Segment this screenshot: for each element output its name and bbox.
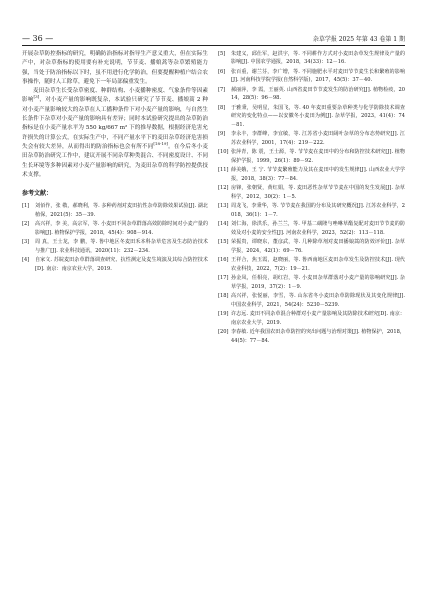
reference-text: 刘仁海，徐洪乐，孙兰兰，等. 甲基二磺隆与唑啉草酯复配对麦田节节麦的防效及对小麦的安全性[J]. 河南农业科学，2023，52(2)：113－118. bbox=[231, 221, 405, 236]
reference-item bbox=[218, 292, 405, 309]
reference-text: 房锋，张朝贤，黄红娟，等. 麦田恶性杂草节节麦在中国的发生发展[J]. 杂草科学，2012，30(2)：1－5. bbox=[231, 185, 405, 200]
reference-item bbox=[218, 238, 405, 255]
reference-number: [3] bbox=[22, 239, 30, 246]
reference-item bbox=[218, 310, 405, 327]
reference-number: [15] bbox=[218, 239, 229, 246]
reference-item bbox=[22, 220, 208, 237]
page-header bbox=[22, 29, 405, 43]
journal-title: 杂草学报 2025 年第 43 卷第 1 期 bbox=[312, 36, 405, 43]
reference-text: 孙金凤，任相亮，胡红岩，等. 小麦田杂草群落对小麦产量的影响研究[J]. 杂草学报，2019，37(2)：1－9. bbox=[231, 275, 405, 290]
reference-number: [6] bbox=[218, 69, 226, 75]
reference-text: 李春敏. 近年我国农田杂草防控的突出问题与治理对策[J]. 植物保护，2018，44(5)：77－84. bbox=[231, 329, 405, 344]
paragraph-2-text-b: ，对小麦产量的影响既复杂，本试验只研究了节节麦、播娘蒿 2 种对小麦产量影响较大的杂草在人工播种条件下对小麦产量的影响，与自然生长条件下杂草对小麦产量的影响具有差异；同时本试验研究提出的杂草防治指标是在小麦产量水平为 550 kg/667 m² 下的推导数据，根据经济危害允许损失的计算公式，在实际生产中，不同产量水平下的麦田杂草经济危害损失会有较大差异，从而得出的防治指标也会有所不同 bbox=[22, 97, 208, 150]
reference-text: 周 真，王士龙，李 鹏，等. 鲁中地区冬麦田禾本科杂草危害及生态防治技术与推广[J]. 农业科技通讯，2020(11)：232－234. bbox=[35, 239, 208, 254]
reference-text: 李永丰，李群峰，李宜敏，等. 江苏省小麦田阔叶杂草的分布态势研究[J]. 江苏农业科学，2001，17(4)：219－222. bbox=[231, 131, 405, 146]
paragraph-2-text-a: 麦田杂草生长受杂草密度、种群结构、小麦播种密度、气象条件等因素影响 bbox=[22, 88, 208, 104]
reference-text: 荣振贵，谭晓东，董彦武，等. 几种除草剂对麦田播娘蒿的防效评价[J]. 杂草学报，2024，42(1)：69－76. bbox=[231, 239, 405, 254]
references-heading: 参考文献： bbox=[22, 190, 53, 198]
left-column bbox=[22, 50, 208, 274]
paragraph-2 bbox=[22, 87, 208, 180]
reference-number: [10] bbox=[218, 149, 229, 156]
reference-text: 张萍青，陈 震，王士源，等. 节节麦在麦田中的分布和防控技术研究[J]. 植物保护学报，1999，26(1)：89－92. bbox=[231, 149, 405, 164]
reference-number: [2] bbox=[22, 221, 30, 228]
reference-item bbox=[218, 256, 405, 273]
reference-number: [7] bbox=[218, 87, 226, 93]
reference-item bbox=[218, 104, 405, 129]
reference-text: 高兴祥，李 美，高宗军，等. 小麦田不同杂草群落高效防除时间对小麦产量的影响[J]. 植物保护学报，2018，45(4)：908－914. bbox=[35, 221, 208, 236]
reference-item bbox=[218, 68, 405, 85]
reference-text: 高兴祥，张悦丽，李雪，等. 山东省冬小麦田杂草防除现状及其变化规律[J]. 中国农业科学，2021，54(24)：5230－5239. bbox=[231, 293, 405, 308]
reference-number: [4] bbox=[22, 257, 30, 264]
reference-number: [18] bbox=[218, 293, 229, 300]
reference-number: [12] bbox=[218, 185, 229, 192]
reference-text: 薛美娥，王 宁. 节节麦繁殖能力及其在麦田中的发生规律[J]. 山西农业大学学报，2018，38(3)：77－84. bbox=[231, 167, 405, 182]
reference-number: [17] bbox=[218, 275, 229, 282]
reference-number: [13] bbox=[218, 203, 229, 210]
reference-number: [9] bbox=[218, 131, 226, 138]
references-list-right bbox=[218, 50, 405, 345]
reference-text: 郝丽萍，李 霞，王丽英. 山西省麦田节节麦发生的防治研究[J]. 植物检疫，2014，28(5)：96－98. bbox=[231, 87, 405, 102]
reference-text: 周龙飞，李秉华，等. 节节麦在我国的分布及其研究概况[J]. 江苏农业科学，2018，36(1)：1－7. bbox=[231, 203, 405, 218]
page-number: — 36 — bbox=[22, 34, 54, 43]
reference-item bbox=[218, 130, 405, 147]
reference-item bbox=[218, 274, 405, 291]
reference-item bbox=[218, 220, 405, 237]
citation: [18-19] bbox=[153, 141, 168, 147]
reference-number: [11] bbox=[218, 167, 229, 174]
reference-text: 刘佰作，张 敬，郝晓利，等. 多种药剂对麦田抗性杂草防除效果试验[J]. 湖北植保，2021(5)：35－39. bbox=[35, 203, 208, 218]
paragraph-2-text-c: 。在今后冬小麦田杂草防治研究工作中，建议开展不同杂草种类混合、不同密度设计、不同生长环境等多种因素对小麦产量影响的研究，为麦田杂草的科学防控提供技术支撑。 bbox=[22, 143, 208, 178]
reference-number: [5] bbox=[218, 51, 226, 57]
reference-number: [8] bbox=[218, 105, 226, 111]
reference-number: [19] bbox=[218, 311, 229, 318]
header-rule bbox=[22, 45, 405, 46]
citation: [3] bbox=[33, 94, 40, 100]
reference-item bbox=[218, 50, 405, 67]
reference-text: 张百重，谢兰芬，李广增，等. 不同施肥水平对麦田节节麦生长和繁殖的影响[J]. 河南科技学院学报(自然科学版)，2017，45(5)：37－40. bbox=[231, 69, 405, 84]
reference-text: 许志远. 麦田不同杂草混合种群对小麦产量影响及其防除技术研究[D]. 南京：南京农业大学，2019. bbox=[231, 311, 405, 326]
reference-text: 朱建义，邱仕军，赵洪宇，等. 不同耕作方式对小麦田杂草发生规律及产量的影响[J]. 中国农学通报，2018，34(33)：12－16. bbox=[231, 51, 405, 66]
reference-text: 王祥合，焦玉霞，赵晓丽，等. 鲁西南地区麦田杂草发生及防控技术[J]. 现代农业科技，2022，7(2)：19－21. bbox=[231, 257, 405, 272]
reference-number: [14] bbox=[218, 221, 229, 228]
references-list-left bbox=[22, 202, 208, 273]
reference-text: 于雅秉，吴明星，朱国飞，等. 40 年麦田重要杂草种类与化学防除技术调查研究的变化特点——以安徽冬小麦田为例[J]. 杂草学报，2023，41(4)：74－81. bbox=[231, 105, 405, 128]
reference-item bbox=[22, 202, 208, 219]
reference-item bbox=[218, 328, 405, 345]
reference-number: [20] bbox=[218, 329, 229, 336]
reference-item bbox=[218, 148, 405, 165]
right-column bbox=[218, 50, 405, 346]
reference-item bbox=[22, 256, 208, 273]
reference-number: [1] bbox=[22, 203, 30, 210]
reference-item bbox=[218, 184, 405, 201]
reference-text: 自家文. 苏皖麦田杂草群落调查研究、抗性测定及麦生境演及其综合防控技术[D]. 南京：南京农业大学，2019. bbox=[35, 257, 208, 272]
reference-item bbox=[22, 238, 208, 255]
reference-item bbox=[218, 166, 405, 183]
reference-item bbox=[218, 202, 405, 219]
reference-number: [16] bbox=[218, 257, 229, 264]
paragraph-1: 开展杂草防控指标的研究，明确防治指标对指导生产意义重大，但在实际生产中，对杂草指标的使用要有补充说明，节节麦、播娘蒿等杂草繁殖能力强，当处于防治指标以下时，虽不用进行化学防治，但要提醒种植户结合农事操作，随时人工除草，避免下一年局部偏重发生。 bbox=[22, 51, 208, 85]
reference-item bbox=[218, 86, 405, 103]
